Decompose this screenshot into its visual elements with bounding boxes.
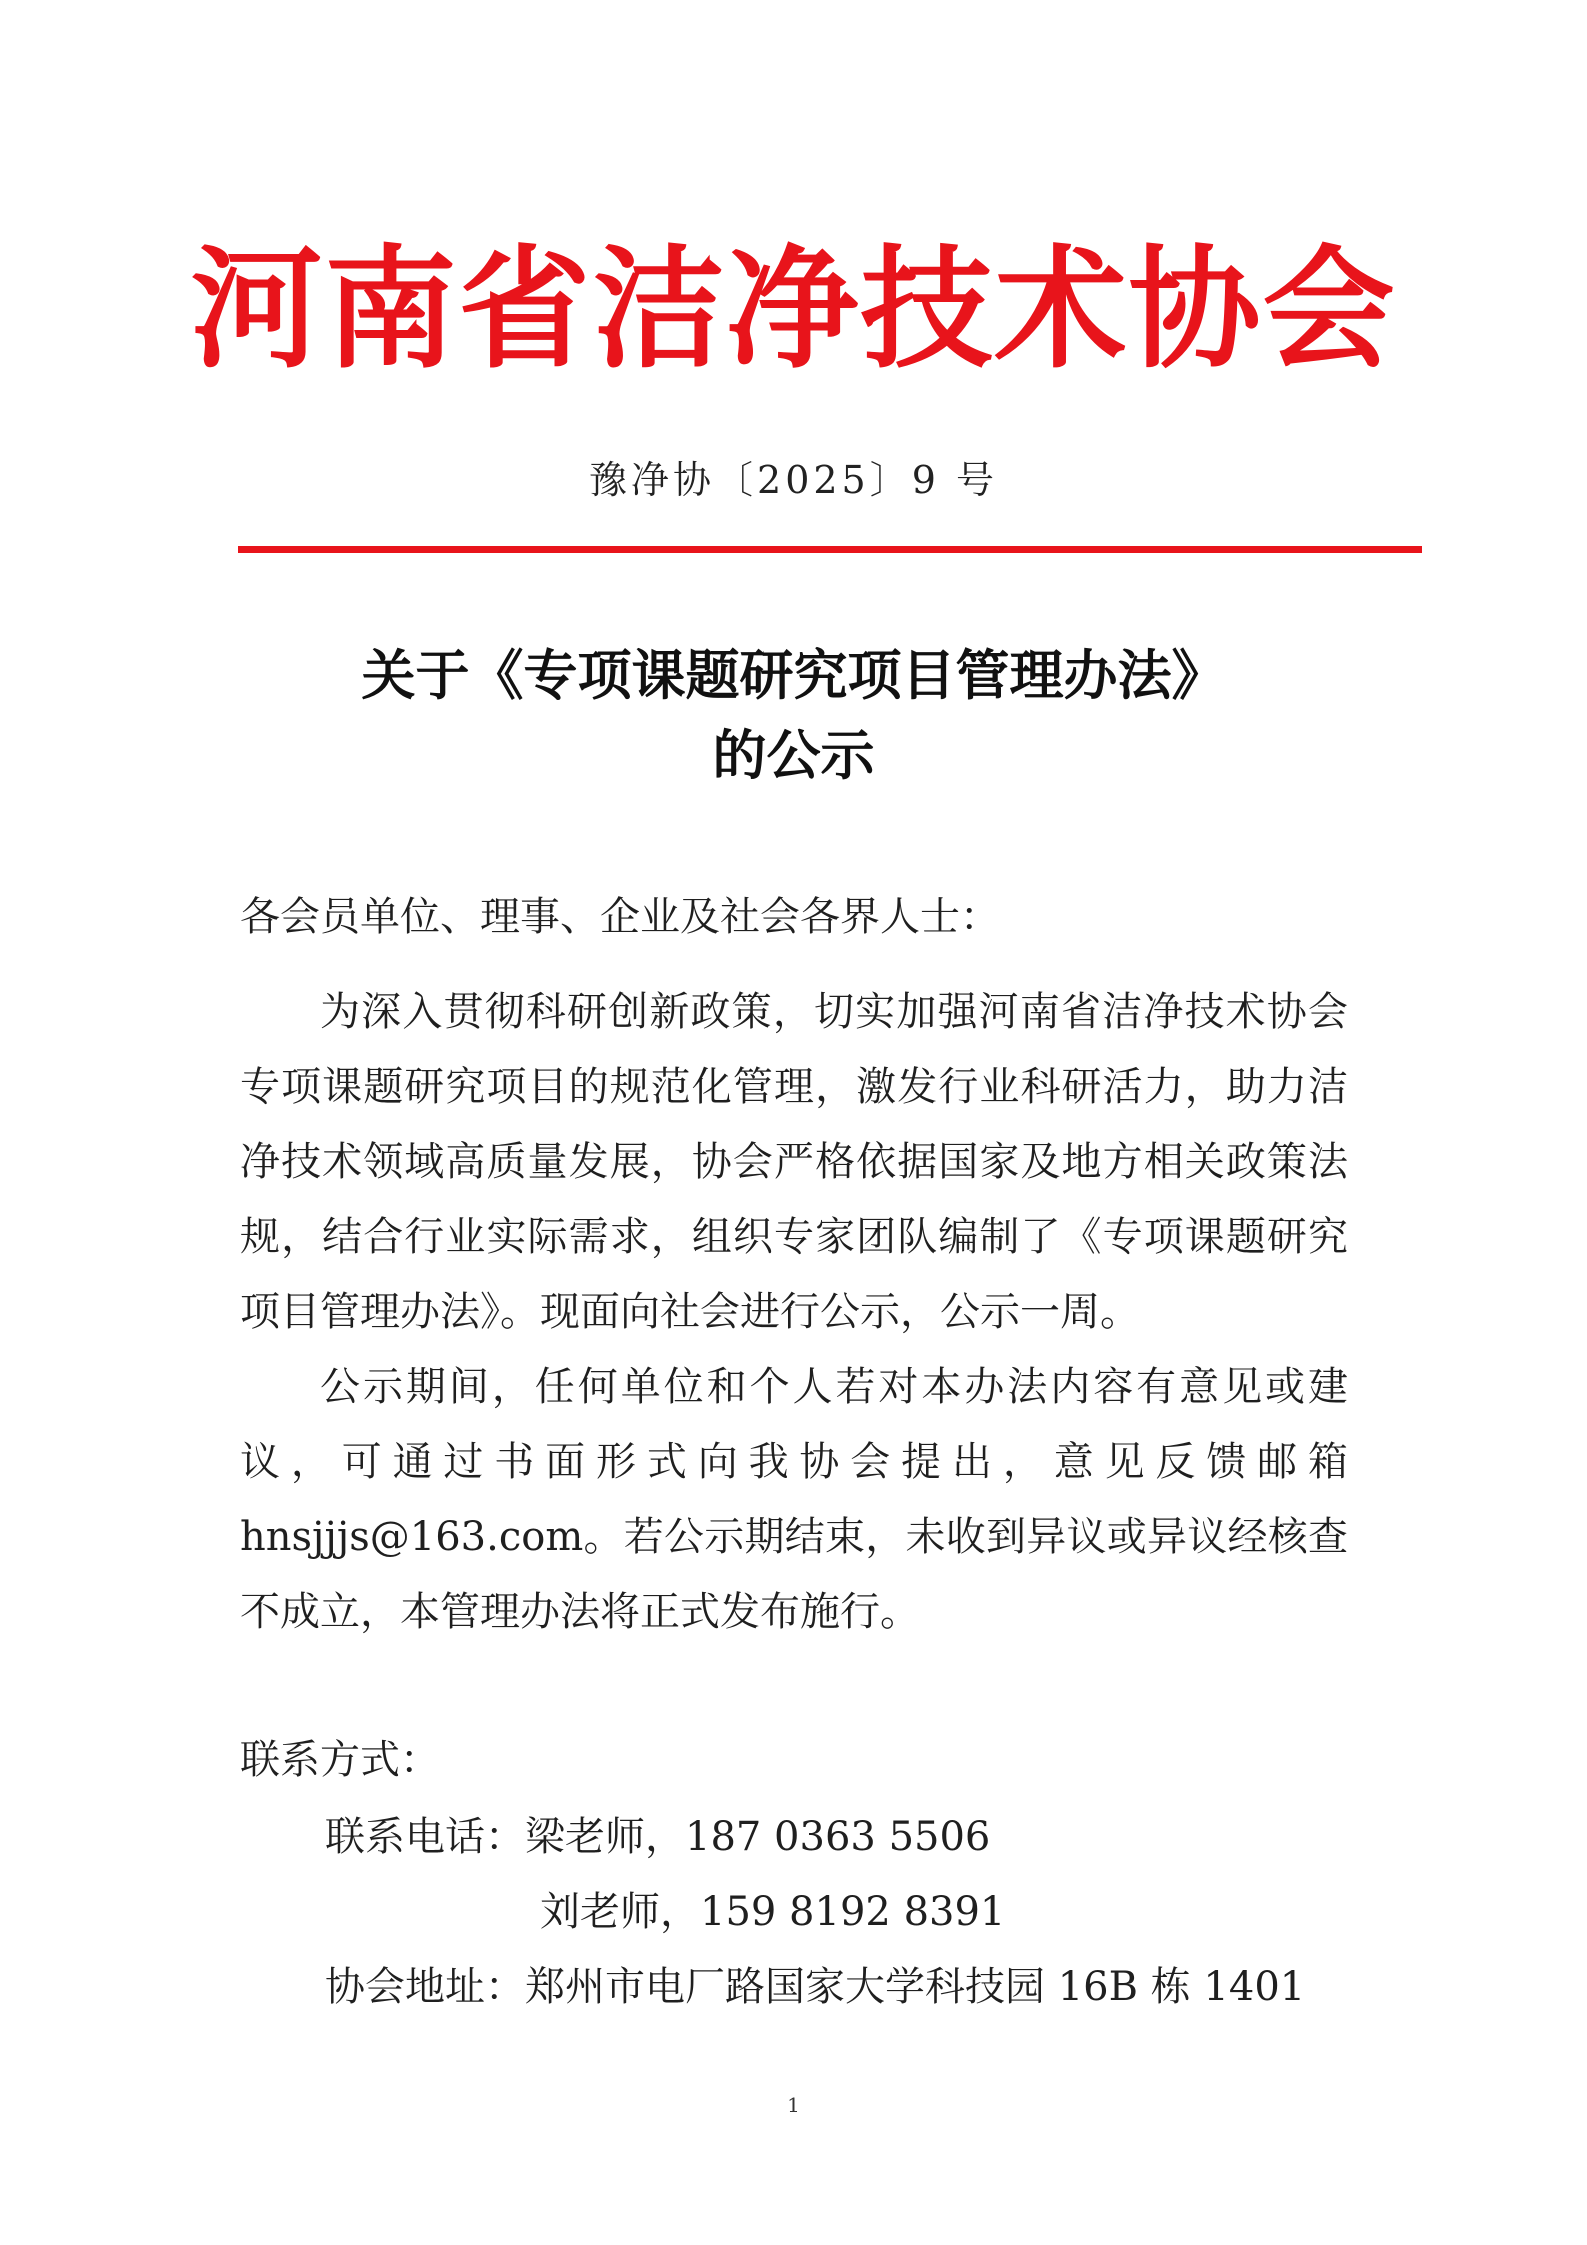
contact-phone-1: 联系电话：梁老师，187 0363 5506	[325, 1814, 991, 1860]
red-divider-line	[238, 546, 1422, 553]
document-title	[0, 636, 1587, 796]
body-paragraph-2: 公示期间，任何单位和个人若对本办法内容有意见或建议，可通过书面形式向我协会提出，意见反馈邮箱hnsjjjs@163.com。若公示期结束，未收到异议或异议经核查不成立，本管理办法将正式发布施行。	[240, 1364, 1348, 1635]
contact-address: 协会地址：郑州市电厂路国家大学科技园 16B 栋 1401	[325, 1964, 1306, 2010]
page-number: 1	[787, 2093, 800, 2117]
salutation: 各会员单位、理事、企业及社会各界人士：	[240, 894, 1000, 940]
title-line-1: 关于《专项课题研究项目管理办法》	[361, 644, 1226, 707]
organization-letterhead: 河南省洁净技术协会	[190, 233, 1397, 387]
contact-phone-2: 刘老师，159 8192 8391	[540, 1889, 1006, 1935]
title-line-2: 的公示	[712, 724, 875, 787]
document-number: 豫净协〔2025〕9 号	[589, 458, 998, 502]
body-paragraph-1: 为深入贯彻科研创新政策，切实加强河南省洁净技术协会专项课题研究项目的规范化管理，激发行业科研活力，助力洁净技术领域高质量发展，协会严格依据国家及地方相关政策法规，结合行业实际需求，组织专家团队编制了《专项课题研究项目管理办法》。现面向社会进行公示，公示一周。	[240, 989, 1348, 1335]
contact-heading: 联系方式：	[240, 1737, 440, 1783]
